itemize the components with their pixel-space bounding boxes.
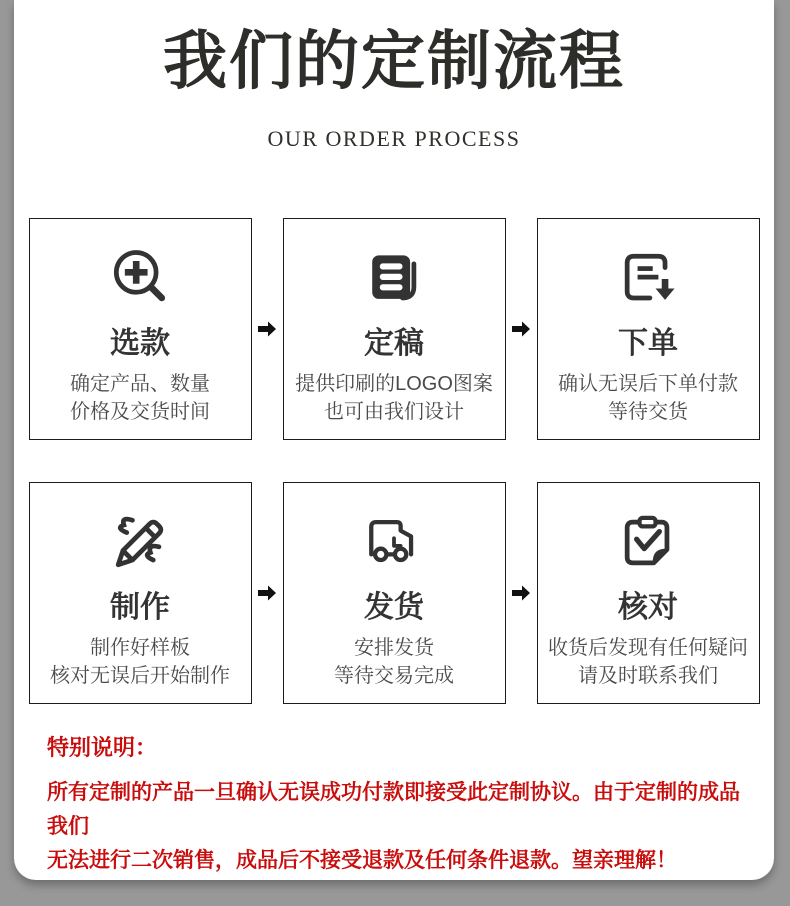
step-box-shipping: [283, 482, 506, 704]
step-desc-line: 确认无误后下单付款: [558, 372, 738, 395]
step-desc-line: 核对无误后开始制作: [50, 664, 230, 687]
notice-line: 无法进行二次销售，成品后不接受退款及任何条件退款。望亲理解！: [47, 848, 677, 872]
process-grid: [14, 218, 774, 704]
step-desc: [30, 370, 251, 426]
step-title: 定稿: [364, 327, 424, 361]
content-card: [14, 0, 774, 880]
step-desc-line: 安排发货: [354, 636, 434, 659]
step-desc: [538, 634, 759, 690]
step-desc-line: 价格及交货时间: [70, 400, 210, 423]
notice-line: 所有定制的产品一旦确认无误成功付款即接受此定制协议。由于定制的成品我们: [47, 780, 740, 838]
step-title: 核对: [618, 591, 678, 625]
step-desc-line: 等待交易完成: [334, 664, 454, 687]
step-box-finalize-draft: [283, 218, 506, 440]
step-desc-line: 收货后发现有任何疑问: [548, 636, 748, 659]
step-box-select-style: [29, 218, 252, 440]
right-arrow-icon: [506, 218, 537, 440]
step-title: 下单: [618, 327, 678, 361]
step-desc-line: 等待交货: [608, 400, 688, 423]
step-title: 选款: [110, 327, 170, 361]
notice-body: [47, 776, 744, 878]
step-desc-line: 制作好样板: [90, 636, 190, 659]
process-row-2: [14, 482, 774, 704]
zoom-in-magnifier-icon: [30, 243, 251, 317]
step-desc: [284, 634, 505, 690]
clipboard-check-icon: [538, 507, 759, 581]
delivery-truck-icon: [284, 507, 505, 581]
step-box-place-order: [537, 218, 760, 440]
right-arrow-icon: [252, 482, 283, 704]
page-subtitle: OUR ORDER PROCESS: [267, 126, 521, 152]
step-box-verify: [537, 482, 760, 704]
page-title: 我们的定制流程: [163, 25, 625, 97]
step-title: 制作: [110, 591, 170, 625]
step-desc-line: 确定产品、数量: [70, 372, 210, 395]
section-header: [14, 0, 774, 152]
notice-heading: 特别说明：: [47, 735, 158, 761]
right-arrow-icon: [506, 482, 537, 704]
pencil-design-icon: [30, 507, 251, 581]
right-arrow-icon: [252, 218, 283, 440]
step-desc-line: 请及时联系我们: [578, 664, 718, 687]
special-notice: [14, 735, 774, 877]
step-desc: [284, 370, 505, 426]
step-desc: [30, 634, 251, 690]
news-document-icon: [284, 243, 505, 317]
step-desc: [538, 370, 759, 426]
step-desc-line: 提供印刷的LOGO图案: [295, 372, 493, 395]
step-desc-line: 也可由我们设计: [324, 400, 464, 423]
step-box-production: [29, 482, 252, 704]
step-title: 发货: [364, 591, 424, 625]
process-row-1: [14, 218, 774, 440]
order-download-icon: [538, 243, 759, 317]
